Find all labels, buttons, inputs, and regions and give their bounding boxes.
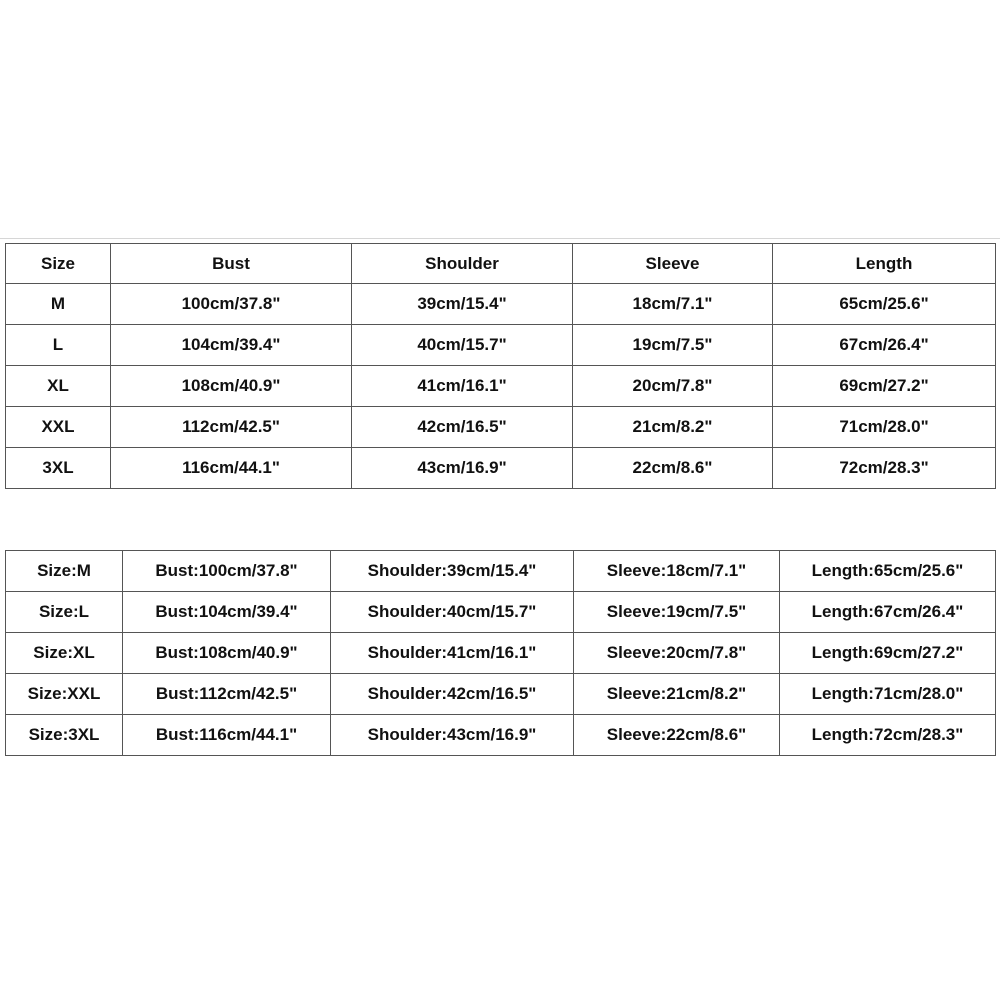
cell-bust: Bust:112cm/42.5" [123,674,331,715]
table-row [6,284,996,325]
cell-length: 71cm/28.0" [773,407,996,448]
cell-shoulder: 40cm/15.7" [352,325,573,366]
cell-length: Length:67cm/26.4" [780,592,996,633]
cell-bust: 112cm/42.5" [111,407,352,448]
cell-sleeve: Sleeve:21cm/8.2" [574,674,780,715]
cell-size: L [6,325,111,366]
header-bust: Bust [111,244,352,284]
cell-size: Size:XL [6,633,123,674]
cell-shoulder: Shoulder:41cm/16.1" [331,633,574,674]
cell-shoulder: 42cm/16.5" [352,407,573,448]
cell-bust: 116cm/44.1" [111,448,352,489]
cell-shoulder: Shoulder:40cm/15.7" [331,592,574,633]
cell-bust: Bust:108cm/40.9" [123,633,331,674]
header-length: Length [773,244,996,284]
cell-bust: Bust:104cm/39.4" [123,592,331,633]
cell-sleeve: Sleeve:19cm/7.5" [574,592,780,633]
cell-length: Length:65cm/25.6" [780,551,996,592]
table-row [6,633,996,674]
cell-size: XXL [6,407,111,448]
cell-shoulder: 43cm/16.9" [352,448,573,489]
cell-sleeve: Sleeve:18cm/7.1" [574,551,780,592]
cell-shoulder: Shoulder:43cm/16.9" [331,715,574,756]
cell-sleeve: Sleeve:22cm/8.6" [574,715,780,756]
cell-shoulder: Shoulder:39cm/15.4" [331,551,574,592]
table-row [6,715,996,756]
header-size: Size [6,244,111,284]
cell-sleeve: 20cm/7.8" [573,366,773,407]
table-row [6,448,996,489]
cell-shoulder: Shoulder:42cm/16.5" [331,674,574,715]
cell-length: 72cm/28.3" [773,448,996,489]
header-shoulder: Shoulder [352,244,573,284]
cell-length: 65cm/25.6" [773,284,996,325]
cell-size: Size:M [6,551,123,592]
table-header-row [6,244,996,284]
cell-length: Length:71cm/28.0" [780,674,996,715]
cell-length: 67cm/26.4" [773,325,996,366]
cell-shoulder: 41cm/16.1" [352,366,573,407]
cell-length: 69cm/27.2" [773,366,996,407]
cell-size: Size:XXL [6,674,123,715]
cell-shoulder: 39cm/15.4" [352,284,573,325]
top-divider [0,238,1000,239]
table-row [6,551,996,592]
cell-bust: 108cm/40.9" [111,366,352,407]
cell-bust: Bust:100cm/37.8" [123,551,331,592]
cell-bust: 104cm/39.4" [111,325,352,366]
cell-size: M [6,284,111,325]
size-detail-table [5,550,996,756]
cell-size: 3XL [6,448,111,489]
cell-size: Size:3XL [6,715,123,756]
cell-sleeve: Sleeve:20cm/7.8" [574,633,780,674]
cell-sleeve: 22cm/8.6" [573,448,773,489]
table-row [6,407,996,448]
cell-size: Size:L [6,592,123,633]
table-row [6,674,996,715]
cell-bust: 100cm/37.8" [111,284,352,325]
table-row [6,325,996,366]
cell-length: Length:69cm/27.2" [780,633,996,674]
cell-sleeve: 21cm/8.2" [573,407,773,448]
cell-bust: Bust:116cm/44.1" [123,715,331,756]
cell-sleeve: 19cm/7.5" [573,325,773,366]
cell-size: XL [6,366,111,407]
table-row [6,366,996,407]
table-row [6,592,996,633]
cell-length: Length:72cm/28.3" [780,715,996,756]
size-chart-table [5,243,996,489]
cell-sleeve: 18cm/7.1" [573,284,773,325]
header-sleeve: Sleeve [573,244,773,284]
